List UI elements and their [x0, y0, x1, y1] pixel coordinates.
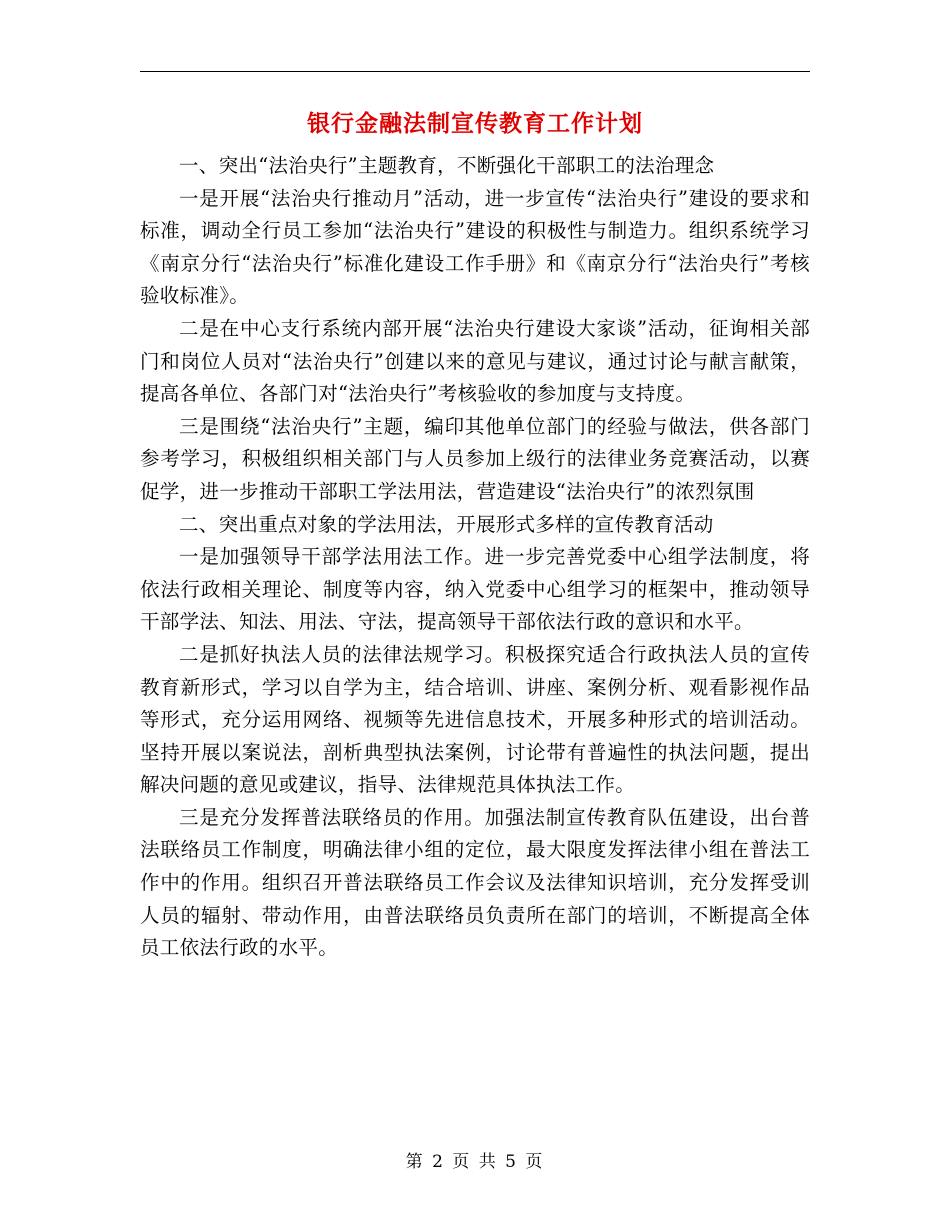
page-number-footer: 第 2 页 共 5 页: [405, 1152, 545, 1172]
header-rule: [140, 71, 810, 72]
body-paragraph: 一是开展“法治央行推动月”活动，进一步宣传“法治央行”建设的要求和标准，调动全行员工参加“法治央行”建设的积极性与制造力。组织系统学习《南京分行“法治央行”标准化建设工作手册》和《南京分行“法治央行”考核验收标准》。: [140, 186, 810, 308]
section-heading-2: 二、突出重点对象的学法用法，开展形式多样的宣传教育活动: [179, 512, 714, 536]
document-title: 银行金融法制宣传教育工作计划: [307, 110, 643, 137]
body-paragraph: 三是充分发挥普法联络员的作用。加强法制宣传教育队伍建设，出台普法联络员工作制度，明确法律小组的定位，最大限度发挥法律小组在普法工作中的作用。组织召开普法联络员工作会议及法律知识培训，充分发挥受训人员的辐射、带动作用，由普法联络员负责所在部门的培训，不断提高全体员工依法行政的水平。: [140, 805, 810, 960]
body-paragraph: 二是抓好执法人员的法律法规学习。积极探究适合行政执法人员的宣传教育新形式，学习以自学为主，结合培训、讲座、案例分析、观看影视作品等形式，充分运用网络、视频等先进信息技术，开展多种形式的培训活动。坚持开展以案说法，剖析典型执法案例，讨论带有普遍性的执法问题，提出解决问题的意见或建议，指导、法律规范具体执法工作。: [140, 642, 810, 797]
document-body: [140, 150, 810, 965]
body-paragraph: 三是围绕“法治央行”主题，编印其他单位部门的经验与做法，供各部门参考学习，积极组织相关部门与人员参加上级行的法律业务竞赛活动，以赛促学，进一步推动干部职工学法用法，营造建设“法治央行”的浓烈氛围: [140, 414, 810, 503]
body-paragraph: 二是在中心支行系统内部开展“法治央行建设大家谈”活动，征询相关部门和岗位人员对“法治央行”创建以来的意见与建议，通过讨论与献言献策，提高各单位、各部门对“法治央行”考核验收的参加度与支持度。: [140, 316, 810, 406]
body-paragraph: 一是加强领导干部学法用法工作。进一步完善党委中心组学法制度，将依法行政相关理论、制度等内容，纳入党委中心组学习的框架中，推动领导干部学法、知法、用法、守法，提高领导干部依法行政的意识和水平。: [140, 545, 810, 634]
section-heading-1: 一、突出“法治央行”主题教育，不断强化干部职工的法治理念: [179, 154, 715, 177]
